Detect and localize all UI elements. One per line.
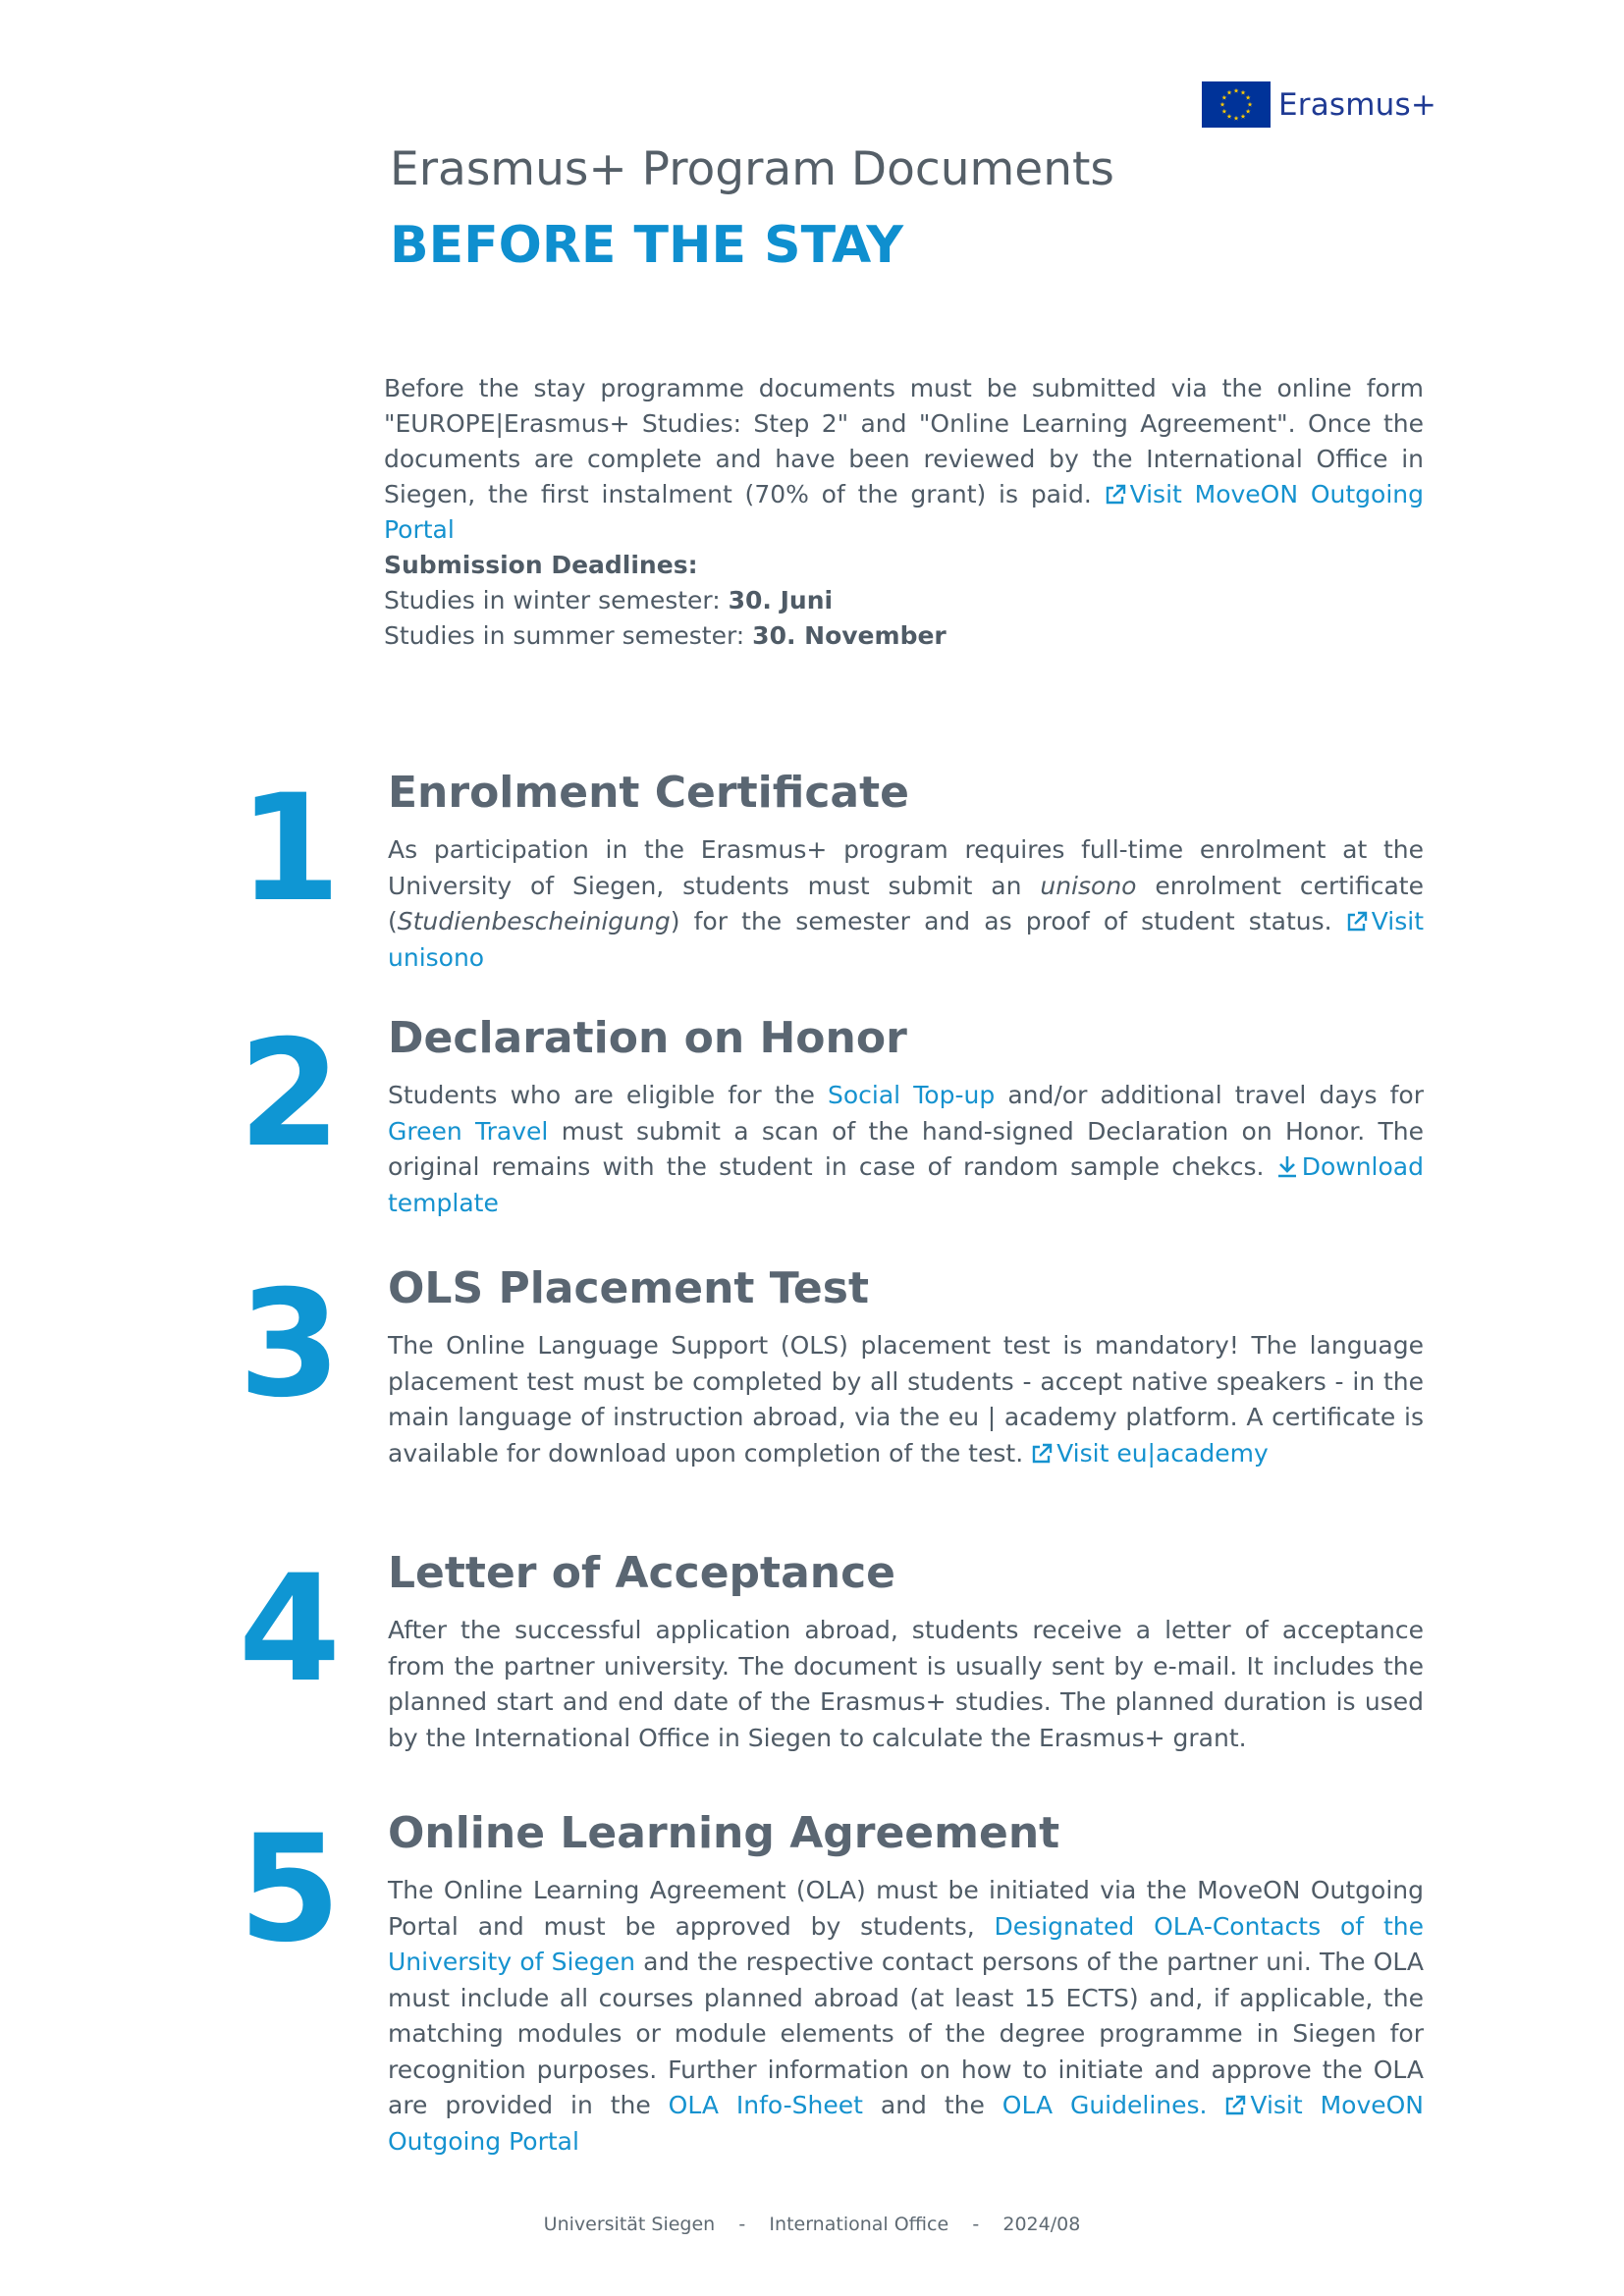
submission-deadlines — [384, 548, 1424, 654]
step-number-5: 5 — [238, 1804, 342, 1975]
intro-text: Before the stay programme documents must be submitted via the online form "EUROPE|Erasmus+ Studies: Step 2" and "Online Learning Agreement". Once the documents are complete and have been reviewed by the International Office in Siegen, the first instalment (70% of the grant) is paid. — [384, 374, 1424, 508]
step-number-3: 3 — [238, 1259, 342, 1430]
step4-text: After the successful application abroad, students receive a letter of acceptance from the partner university. The document is usually sent by e-mail. It includes the planned start and end date of the Erasmus+ studies. The planned duration is used by the International Office in Siegen to calculate the Erasmus+ grant. — [388, 1616, 1424, 1752]
summer-label: Studies in summer semester: — [384, 621, 753, 650]
footer: Universität Siegen - International Office - 2024/08 — [543, 2214, 1081, 2235]
footer-office: International Office — [769, 2214, 949, 2235]
deadlines-heading: Submission Deadlines: — [384, 551, 698, 579]
social-topup-link[interactable]: Social Top-up — [828, 1081, 996, 1109]
step-body-3 — [388, 1328, 1424, 1471]
step1-text-a: As participation in the Erasmus+ program requires full-time enrolment at the University of Siegen, students must submit an — [388, 835, 1424, 900]
step-body-4 — [388, 1613, 1424, 1756]
winter-date: 30. Juni — [728, 586, 834, 614]
footer-university: Universität Siegen — [543, 2214, 716, 2235]
step-number-4: 4 — [238, 1544, 342, 1715]
winter-deadline — [384, 583, 1424, 618]
external-link-icon — [1031, 1443, 1053, 1465]
step1-text-c: ) for the semester and as proof of student status. — [670, 907, 1332, 935]
step-body-1 — [388, 832, 1424, 976]
intro-paragraph — [384, 371, 1424, 548]
moveon-portal-link-label: Visit MoveON Outgoing Portal — [384, 480, 1424, 544]
green-travel-link[interactable]: Green Travel — [388, 1116, 549, 1146]
step-body-2 — [388, 1078, 1424, 1221]
step-number-2: 2 — [238, 1009, 342, 1180]
erasmus-logo — [1202, 81, 1436, 128]
visit-eu-academy-link[interactable] — [1031, 1439, 1269, 1468]
footer-date: 2024/08 — [1002, 2214, 1081, 2235]
external-link-icon — [1105, 484, 1126, 506]
step2-text-a: Students who are eligible for the — [388, 1081, 828, 1109]
external-link-icon — [1224, 2095, 1246, 2116]
ola-guidelines-link[interactable]: OLA Guidelines. — [1001, 2091, 1208, 2119]
step5-text-a: The Online Learning Agreement (OLA) must be initiated via the MoveON Outgoing Portal and must be approved by students, — [388, 1876, 1424, 1941]
step-number-1: 1 — [238, 764, 342, 934]
logo-text: Erasmus+ — [1278, 86, 1437, 123]
step5-text-c: and the — [862, 2091, 1002, 2119]
step1-text-unisono: unisono — [1040, 871, 1137, 900]
step1-text-studienbescheinigung: Studienbescheinigung — [397, 907, 671, 935]
page-title: Erasmus+ Program Documents — [390, 142, 1114, 196]
step-title-4: Letter of Acceptance — [388, 1548, 896, 1598]
step2-text-b: and/or additional travel days for — [995, 1081, 1424, 1109]
step-title-5: Online Learning Agreement — [388, 1808, 1060, 1858]
summer-deadline — [384, 618, 1424, 654]
step-title-1: Enrolment Certificate — [388, 768, 909, 818]
eu-flag-icon — [1202, 81, 1271, 128]
step-title-3: OLS Placement Test — [388, 1263, 869, 1313]
ola-contacts-link[interactable]: Designated OLA-Contacts of the University of Siegen — [388, 1911, 1424, 1976]
step-title-2: Declaration on Honor — [388, 1013, 907, 1063]
download-icon — [1276, 1154, 1298, 1178]
winter-label: Studies in winter semester: — [384, 586, 729, 614]
step5-text-b: and the respective contact persons of the partner uni. The OLA must include all courses planned abroad (at least 15 ECTS) and, if applicable, the matching modules or module elements of the degree programme in Siegen for recognition purposes. Further information on how to initiate and approve the OLA are provided in the — [388, 1948, 1424, 2119]
download-template-label: Download template — [388, 1152, 1424, 1217]
visit-eu-academy-label: Visit eu|academy — [1056, 1438, 1269, 1468]
step1-text-b: enrolment certificate ( — [388, 871, 1424, 935]
page-subtitle: BEFORE THE STAY — [390, 216, 903, 275]
ola-info-sheet-link[interactable]: OLA Info-Sheet — [668, 2091, 863, 2119]
moveon-portal-link-2-label: Visit MoveON Outgoing Portal — [388, 2091, 1424, 2156]
external-link-icon — [1346, 911, 1368, 933]
step3-text: The Online Language Support (OLS) placement test is mandatory! The language placement test must be completed by all students - accept native speakers - in the main language of instruction abroad, via the eu | academy platform. A certificate is available for download upon completion of the test. — [388, 1331, 1424, 1468]
visit-unisono-label: Visit unisono — [388, 907, 1424, 972]
step-body-5 — [388, 1873, 1424, 2160]
summer-date: 30. November — [752, 621, 947, 650]
step2-text-c: must submit a scan of the hand-signed Declaration on Honor. The original remains with the student in case of random sample chekcs. — [388, 1116, 1424, 1181]
